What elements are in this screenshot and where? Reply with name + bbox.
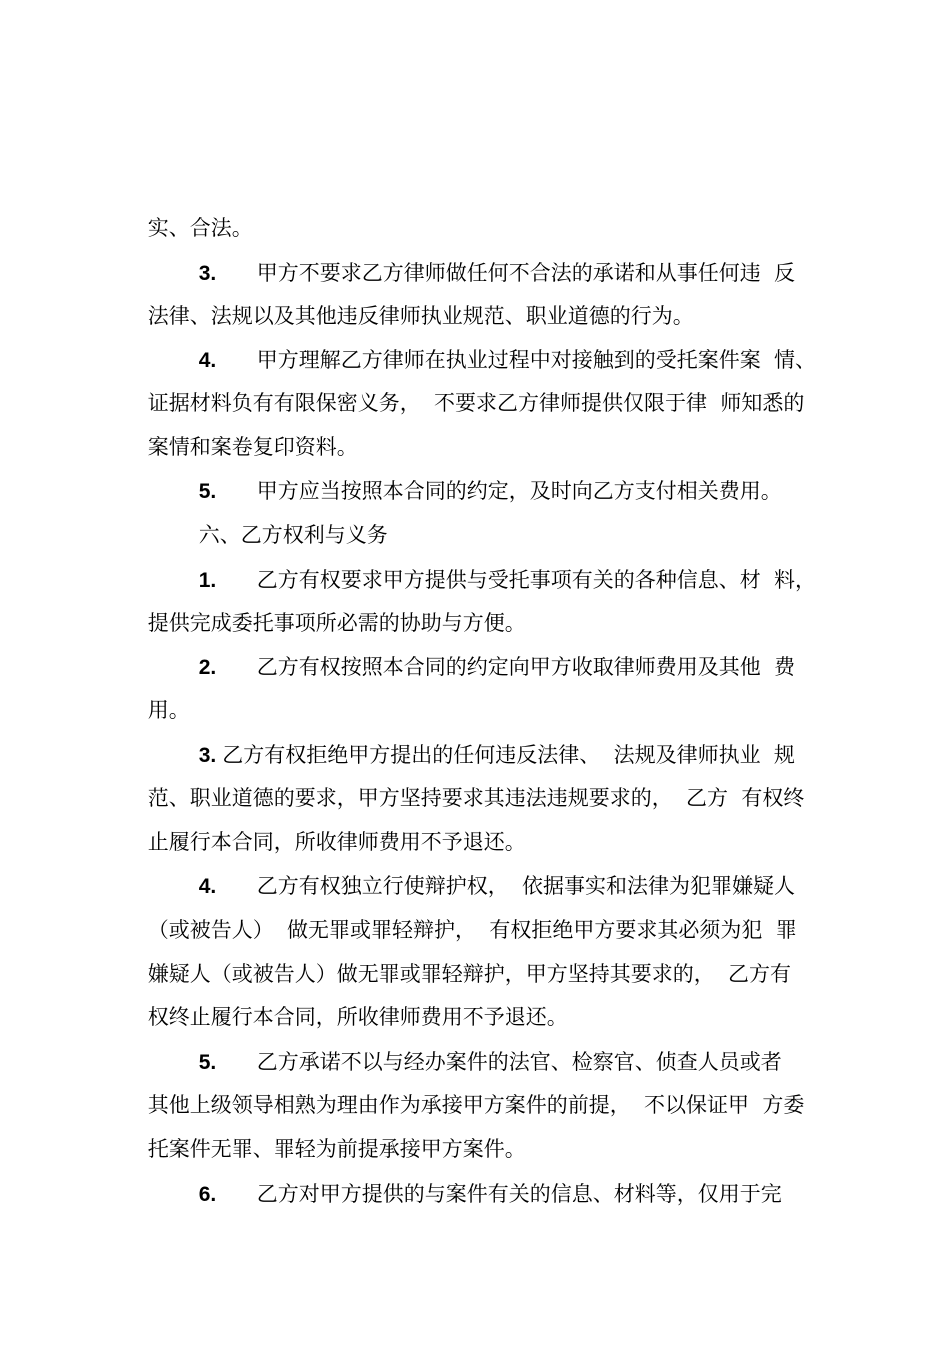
text-line: [121, 797, 526, 854]
text-line: [121, 358, 805, 415]
line-text: 甲方应当按照本合同的约定，及时向乙方支付相关费用。: [256, 479, 782, 503]
item-number: 6.: [198, 1183, 217, 1206]
line-text: 用。: [147, 698, 190, 722]
text-line: [121, 885, 797, 942]
line-text: 范、职业道德的要求，甲方坚持要求其违法违规要求的， 乙方 有权终: [147, 786, 805, 810]
text-line: [121, 183, 253, 240]
numbered-item-6: [172, 1149, 782, 1206]
line-text: 托案件无罪、罪轻为前提承接甲方案件。: [147, 1137, 526, 1161]
numbered-item-1: [172, 535, 817, 592]
line-text: 嫌疑人（或被告人）做无罪或罪轻辩护，甲方坚持其要求的， 乙方有: [147, 962, 792, 986]
line-text: 乙方承诺不以与经办案件的法官、检察官、侦查人员或者: [256, 1050, 782, 1074]
text-line: [121, 929, 792, 986]
item-number: 2.: [198, 656, 217, 679]
numbered-item-5b: [172, 1017, 782, 1074]
text-line: [121, 271, 694, 328]
line-text: 法律、法规以及其他违反律师执业规范、职业道德的行为。: [147, 304, 694, 328]
line-text: 实、合法。: [147, 216, 253, 240]
line-text: （或被告人） 做无罪或罪轻辩护， 有权拒绝甲方要求其必须为犯 罪: [147, 918, 797, 942]
text-line: [121, 753, 805, 810]
line-text: 权终止履行本合同，所收律师费用不予退还。: [147, 1005, 568, 1029]
line-text: 证据材料负有有限保密义务， 不要求乙方律师提供仅限于律 师知悉的: [147, 391, 805, 415]
item-number: 4.: [198, 349, 217, 372]
line-text: 甲方不要求乙方律师做任何不合法的承诺和从事任何违 反: [256, 261, 796, 285]
numbered-item-4b: [172, 841, 796, 898]
numbered-item-3: [172, 228, 796, 285]
line-text: 乙方有权拒绝甲方提出的任何违反法律、 法规及律师执业 规: [222, 743, 795, 767]
line-text: 止履行本合同，所收律师费用不予退还。: [147, 830, 526, 854]
item-number: 1.: [198, 569, 217, 592]
item-number: 4.: [198, 875, 217, 898]
line-text: 乙方有权按照本合同的约定向甲方收取律师费用及其他 费: [256, 655, 796, 679]
item-number: 3.: [198, 744, 217, 767]
numbered-item-2: [172, 622, 796, 679]
text-line: [121, 972, 568, 1029]
item-number: 5.: [198, 480, 217, 503]
line-text: 案情和案卷复印资料。: [147, 435, 358, 459]
text-line: [121, 578, 526, 635]
item-number: 5.: [198, 1051, 217, 1074]
text-line: [121, 665, 190, 722]
text-line: [121, 1060, 805, 1117]
numbered-item-3b: [172, 710, 795, 767]
numbered-item-5: [172, 446, 782, 503]
line-text: 乙方对甲方提供的与案件有关的信息、材料等，仅用于完: [256, 1182, 782, 1206]
section-heading: [172, 490, 388, 547]
line-text: 甲方理解乙方律师在执业过程中对接触到的受托案件案 情、: [256, 348, 817, 372]
item-number: 3.: [198, 262, 217, 285]
line-text: 其他上级领导相熟为理由作为承接甲方案件的前提， 不以保证甲 方委: [147, 1093, 805, 1117]
line-text: 提供完成委托事项所必需的协助与方便。: [147, 611, 526, 635]
text-line: [121, 1104, 526, 1161]
line-text: 六、乙方权利与义务: [198, 523, 388, 547]
line-text: 乙方有权独立行使辩护权， 依据事实和法律为犯罪嫌疑人: [256, 874, 796, 898]
line-text: 乙方有权要求甲方提供与受托事项有关的各种信息、材 料，: [256, 568, 817, 592]
text-line: [121, 402, 358, 459]
numbered-item-4: [172, 315, 817, 372]
